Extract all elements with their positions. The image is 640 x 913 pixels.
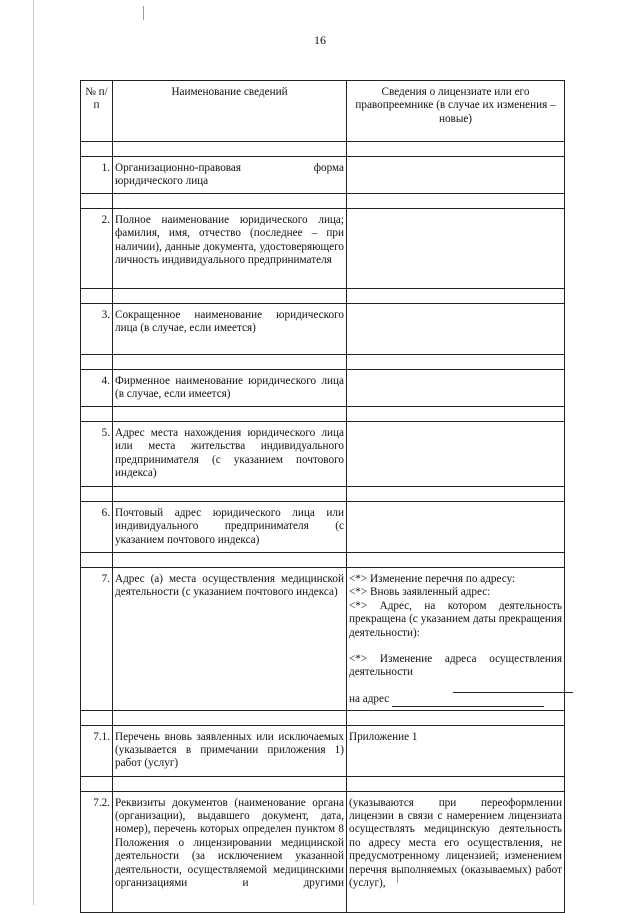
row-name: Реквизиты документов (наименование органа (организации), выдавшего документ, дата, номер), перечень которых определен пунктом 8 Положения о лицензировании медицинской деятельности (за исключением указанной деятельности, осуществляемой медицинскими организациями и другими bbox=[113, 791, 347, 912]
row-num: 3. bbox=[81, 304, 113, 355]
table-row bbox=[81, 791, 565, 912]
header-num: № п/п bbox=[81, 81, 113, 142]
row-num: 4. bbox=[81, 370, 113, 407]
table-row bbox=[81, 304, 565, 355]
row-info[interactable] bbox=[347, 502, 565, 553]
table-row bbox=[81, 422, 565, 487]
row-info[interactable] bbox=[347, 370, 565, 407]
address-closed: <*> Адрес, на котором деятельность прекращена (с указанием даты прекращения деятельности): bbox=[349, 599, 562, 639]
table-row bbox=[81, 209, 565, 289]
row-name: Перечень вновь заявленных или исключаемых (указывается в примечании приложения 1) работ (услуг) bbox=[113, 725, 347, 776]
row-info-address-changes[interactable] bbox=[347, 568, 565, 711]
table-header-row bbox=[81, 81, 565, 142]
table-row bbox=[81, 370, 565, 407]
row-info[interactable] bbox=[347, 157, 565, 194]
address-new-blank[interactable] bbox=[392, 694, 544, 707]
row-info[interactable] bbox=[347, 304, 565, 355]
header-info: Сведения о лицензиате или его правопреемнике (в случае их изменения – новые) bbox=[347, 81, 565, 142]
row-num: 2. bbox=[81, 209, 113, 289]
row-name: Адрес (а) места осуществления медицинской деятельности (с указанием почтового индекса) bbox=[113, 568, 347, 711]
address-new: <*> Вновь заявленный адрес: bbox=[349, 586, 491, 599]
license-info-table bbox=[80, 80, 565, 913]
row-num: 7. bbox=[81, 568, 113, 711]
row-num: 5. bbox=[81, 422, 113, 487]
row-name: Организационно-правовая форма юридического лица bbox=[113, 157, 347, 194]
address-new-label: на адрес bbox=[349, 693, 390, 706]
row-name: Полное наименование юридического лица; фамилия, имя, отчество (последнее – при наличии), данные документа, удостоверяющего личность индивидуального предпринимателя bbox=[113, 209, 347, 289]
table-row bbox=[81, 502, 565, 553]
row-info[interactable]: (указываются при переоформлении лицензии в связи с намерением лицензиата осуществлять медицинскую деятельность по адресу места его осуществления, не предусмотренному лицензией; изменением перечня выполняемых (оказываемых) работ (услуг), bbox=[347, 791, 565, 912]
row-name: Сокращенное наименование юридического лица (в случае, если имеется) bbox=[113, 304, 347, 355]
table-row bbox=[81, 568, 565, 711]
row-info[interactable]: Приложение 1 bbox=[347, 725, 565, 776]
row-info[interactable] bbox=[347, 422, 565, 487]
scan-left-edge bbox=[33, 0, 34, 905]
row-name: Фирменное наименование юридического лица (в случае, если имеется) bbox=[113, 370, 347, 407]
table-row bbox=[81, 725, 565, 776]
row-num: 1. bbox=[81, 157, 113, 194]
table-row bbox=[81, 157, 565, 194]
address-changed: <*> Изменение адреса осуществления деятельности bbox=[349, 653, 562, 679]
address-changed-blank[interactable] bbox=[453, 680, 573, 693]
row-name: Адрес места нахождения юридического лица или места жительства индивидуального предпринимателя (с указанием почтового индекса) bbox=[113, 422, 347, 487]
address-change-list: <*> Изменение перечня по адресу: bbox=[349, 573, 516, 585]
row-name: Почтовый адрес юридического лица или индивидуального предпринимателя (с указанием почтового индекса) bbox=[113, 502, 347, 553]
row-num: 7.1. bbox=[81, 725, 113, 776]
header-name: Наименование сведений bbox=[113, 81, 347, 142]
page-number: 16 bbox=[314, 33, 326, 47]
row-info[interactable] bbox=[347, 209, 565, 289]
row-num: 7.2. bbox=[81, 791, 113, 912]
scan-mark bbox=[143, 6, 144, 20]
row-num: 6. bbox=[81, 502, 113, 553]
